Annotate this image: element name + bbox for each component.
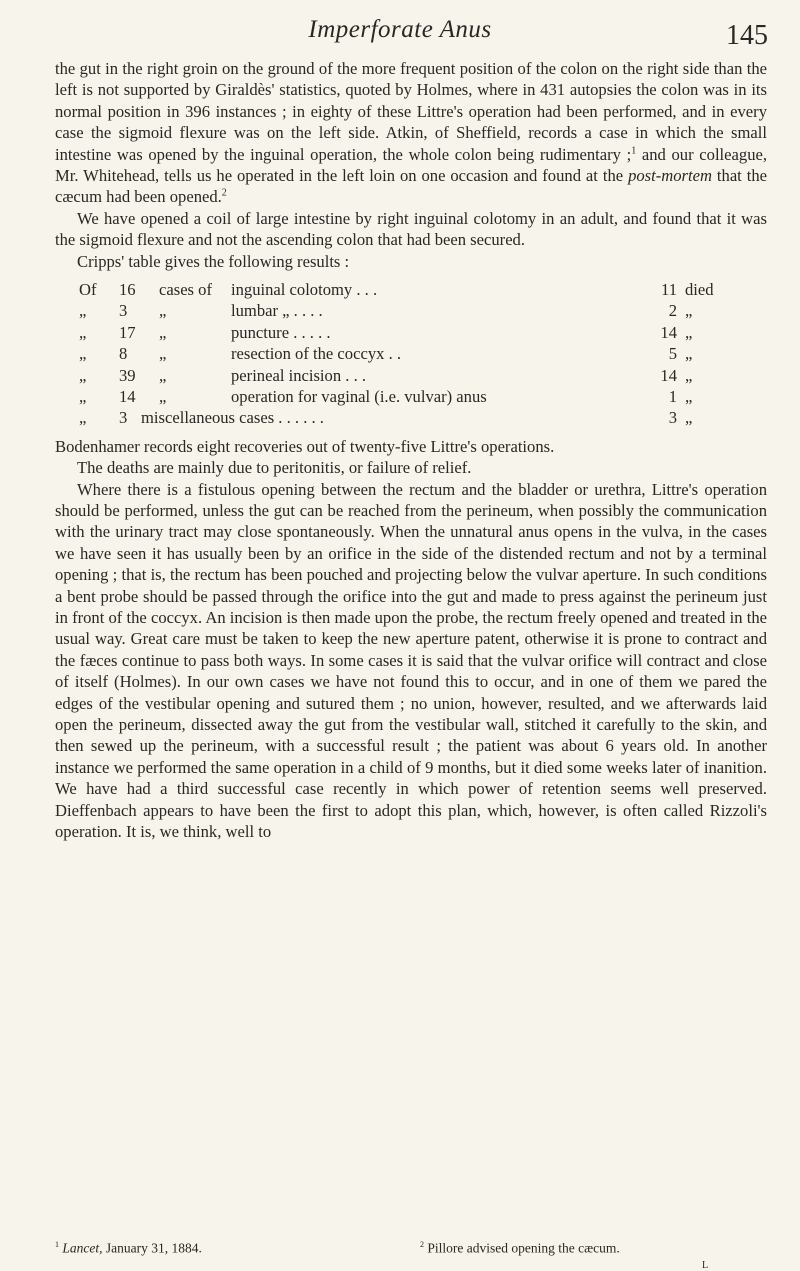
row-deaths: 14 <box>660 322 677 342</box>
row-operation: lumbar „ . . . . <box>231 301 323 321</box>
row-ditto: „ <box>159 365 167 385</box>
row-lead: „ <box>79 322 87 342</box>
row-operation: perineal incision . . . <box>231 365 367 385</box>
row-cases: 39 <box>119 365 136 385</box>
row-deaths: 5 <box>668 344 677 364</box>
table-row <box>79 407 733 428</box>
footnote-1-journal: Lancet, <box>62 1240 103 1256</box>
row-lead: „ <box>79 344 87 364</box>
row-operation: operation for vaginal (i.e. vulvar) anus <box>231 387 487 407</box>
paragraph-1-text-b: and our colleague, Mr. Whitehead, tells us he operated in the left loin on one occasion and found at the <box>55 144 768 186</box>
page-number: 145 <box>726 20 768 51</box>
row-cases: 14 <box>119 387 136 407</box>
table-row <box>79 279 733 300</box>
row-lead: Of <box>79 280 97 300</box>
row-ditto: „ <box>159 322 167 342</box>
row-deaths: 1 <box>668 387 677 407</box>
paragraph-3: Cripps' table gives the following results : <box>77 251 350 271</box>
paragraph-4: Bodenhamer records eight recoveries out of twenty-five Littre's operations. <box>55 436 555 456</box>
table-row <box>79 322 733 343</box>
running-head <box>0 14 800 50</box>
footnote-1-mark: 1 <box>55 1240 59 1249</box>
table-row <box>79 365 733 386</box>
row-result: „ <box>685 344 693 364</box>
row-lead: „ <box>79 387 87 407</box>
row-lead: „ <box>79 408 87 428</box>
row-cases: 17 <box>119 322 136 342</box>
row-ditto: cases of <box>159 280 212 300</box>
table-row <box>79 343 733 364</box>
row-cases: 3 <box>119 408 128 428</box>
footnote-2-text: Pillore advised opening the cæcum. <box>424 1240 620 1256</box>
footnote-ref-1: 1 <box>631 145 637 157</box>
footnotes <box>55 1240 767 1257</box>
row-lead: „ <box>79 301 87 321</box>
row-result: „ <box>685 301 693 321</box>
paragraph-1-text-c: that the cæcum had been opened. <box>55 166 768 207</box>
paragraph-2: We have opened a coil of large intestine by right inguinal colotomy in an adult, and found that it was the sigmoid flexure and not the ascending colon that had been secured. <box>55 208 767 250</box>
row-cases: 8 <box>119 344 128 364</box>
row-operation: resection of the coccyx . . <box>231 344 402 364</box>
row-result: „ <box>685 322 693 342</box>
row-ditto: „ <box>159 301 167 321</box>
row-deaths: 3 <box>668 408 677 428</box>
row-cases: 3 <box>119 301 128 321</box>
row-ditto: „ <box>159 344 167 364</box>
row-operation: inguinal colotomy . . . <box>231 280 378 300</box>
paragraph-5: The deaths are mainly due to peritonitis, or failure of relief. <box>77 458 472 478</box>
paragraph-1 <box>55 58 767 208</box>
row-operation: miscellaneous cases . . . . . . <box>141 408 324 428</box>
row-result: died <box>685 280 714 300</box>
footnote-2 <box>420 1240 767 1257</box>
row-ditto: „ <box>159 387 167 407</box>
paragraph-6: Where there is a fistulous opening between the rectum and the bladder or urethra, Littre's operation should be performed, unless the gut can be reached from the perineum, when possibly the communication with the urinary tract may close spontaneously. When the unnatural anus opens in the vulva, in the cases we have seen it has usually been by an orifice in the side of the distended rectum and not by a terminal opening ; that is, the rectum has been pouched and projecting below the vulvar aperture. In such conditions a bent probe should be passed through the orifice into the gut and made to press against the perineum just in front of the coccyx. An incision is then made upon the probe, the rectum freely opened and treated in the usual way. Great care must be taken to keep the new aperture patent, otherwise it is prone to contract and the fæces continue to pass both ways. In some cases it is said that the vulvar orifice will contract and close of itself (Holmes). In our own cases we have not found this to occur, and in one of them we pared the edges of the vestibular opening and sutured them ; no union, however, resulted, and we afterwards laid open the perineum, dissected away the gut from the vestibular wall, stitched it carefully to the skin, and then sewed up the perineum, with a successful result ; the patient was about 6 years old. In another instance we performed the same operation in a child of 9 months, but it died some weeks later of inanition. We have had a third successful case recently in which power of retention seems well preserved. Dieffenbach appears to have been the first to adopt this plan, which, however, is often called Rizzoli's operation. It is, we think, well to <box>55 479 767 842</box>
row-deaths: 11 <box>661 280 677 300</box>
row-deaths: 2 <box>668 301 677 321</box>
signature-mark: L <box>702 1260 709 1271</box>
running-title: Imperforate Anus <box>308 16 492 43</box>
body-text <box>55 58 767 843</box>
row-deaths: 14 <box>660 365 677 385</box>
footnote-ref-2: 2 <box>221 187 227 199</box>
row-result: „ <box>685 408 693 428</box>
row-lead: „ <box>79 365 87 385</box>
table-row <box>79 386 733 407</box>
footnote-1 <box>55 1240 420 1257</box>
row-result: „ <box>685 365 693 385</box>
post-mortem-italic: post-mortem <box>628 166 712 186</box>
footnote-1-date: January 31, 1884. <box>102 1240 202 1256</box>
row-result: „ <box>685 387 693 407</box>
cripps-results-table <box>79 279 733 429</box>
row-cases: 16 <box>119 280 136 300</box>
table-row <box>79 300 733 321</box>
row-operation: puncture . . . . . <box>231 322 331 342</box>
footnote-2-mark: 2 <box>420 1240 424 1249</box>
paragraph-1-text: the gut in the right groin on the ground of the more frequent position of the colon on the right side than the left is not supported by Giraldès' statistics, quoted by Holmes, where in 431 autopsies the colon was in its normal position in 396 instances ; in eighty of these Littre's operation had been performed, and in every case the sigmoid flexure was on the left side. Atkin, of Sheffield, records a case in which the small intestine was opened by the inguinal operation, the whole colon being rudimentary ; <box>55 59 767 164</box>
